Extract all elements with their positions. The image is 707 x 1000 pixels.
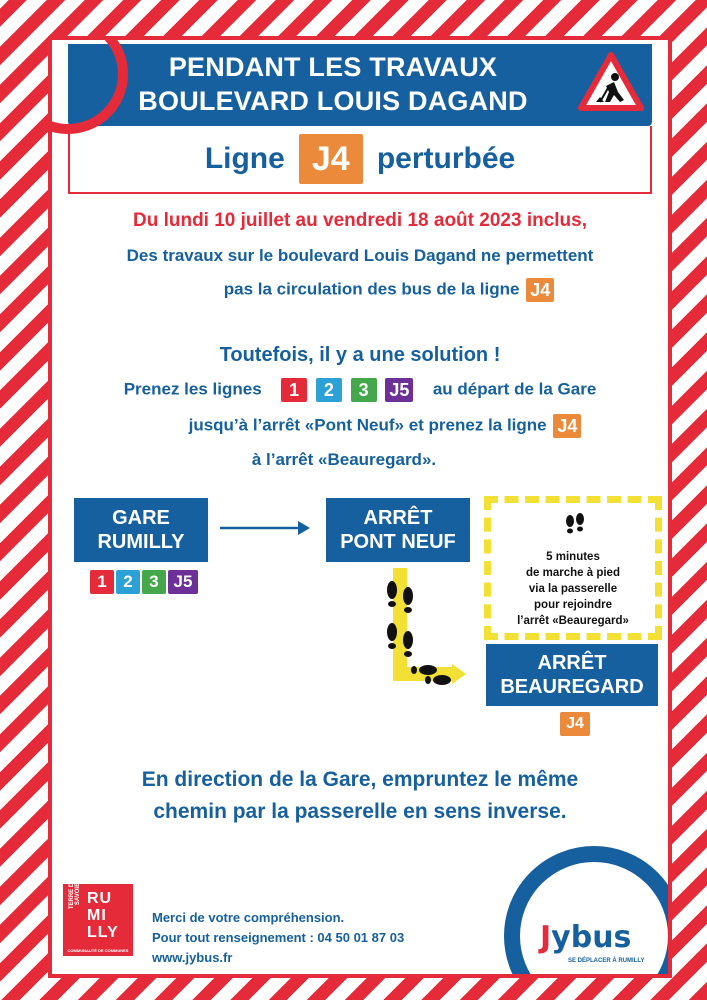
- line-badge-1: 1: [281, 378, 307, 402]
- stop-pont-neuf-label-2: PONT NEUF: [340, 531, 456, 553]
- solution-line-3: à l’arrêt «Beauregard».: [251, 450, 437, 469]
- title-line-1: PENDANT LES TRAVAUX: [168, 52, 498, 82]
- line-badge-3: 3: [142, 570, 166, 594]
- footer-phone[interactable]: 04 50 01 87 03: [317, 930, 405, 945]
- solution-line-2: [78, 414, 672, 438]
- stop-gare-label-2: RUMILLY: [97, 531, 185, 553]
- line-badge-j4: J4: [526, 278, 554, 302]
- poster: [48, 36, 672, 978]
- line-badge-j5: J5: [168, 570, 198, 594]
- footer-info-label: Pour tout renseignement :: [152, 930, 314, 945]
- line-badge-j4: J4: [299, 134, 363, 184]
- return-note-line-2: chemin par la passerelle en sens inverse.: [153, 800, 567, 823]
- rumilly-logo-sub: COMMUNAUTÉ DE COMMUNES: [67, 948, 129, 953]
- walking-info-box: [484, 496, 662, 640]
- walk-line-5: l’arrêt «Beauregard»: [517, 615, 629, 627]
- footer-contact: [152, 908, 404, 968]
- footer-thanks: Merci de votre compréhension.: [152, 910, 345, 925]
- stop-beauregard-label-2: BEAUREGARD: [500, 676, 644, 698]
- line-badge-1: 1: [90, 570, 114, 594]
- stop-pont-neuf-label-1: ARRÊT: [363, 507, 433, 529]
- stop-beauregard: [486, 644, 658, 706]
- walking-info-text: [491, 549, 655, 629]
- intro-line-2-text: pas la circulation des bus de la ligne: [223, 279, 520, 299]
- return-note-line-1: En direction de la Gare, empruntez le même: [141, 768, 579, 791]
- solution-take-prefix: Prenez les lignes: [123, 379, 262, 399]
- intro-line-2: [82, 278, 672, 302]
- jybus-tagline: SE DÉPLACER À RUMILLY: [568, 958, 645, 964]
- line-status-suffix: perturbée: [376, 142, 516, 175]
- title-band: [68, 44, 652, 126]
- jybus-logo-text: Jybus: [540, 920, 632, 955]
- walk-line-1: 5 minutes: [546, 551, 600, 563]
- footprints-icon: [563, 511, 587, 541]
- footer-website[interactable]: www.jybus.fr: [152, 950, 233, 965]
- arrow-right-icon: [218, 518, 312, 538]
- line-badge-j4: J4: [553, 414, 581, 438]
- solution-take-suffix: au départ de la Gare: [432, 379, 597, 399]
- rumilly-logo-text: RU MI LLY: [87, 890, 119, 941]
- solution-line-2-text: jusqu’à l’arrêt «Pont Neuf» et prenez la ligne: [188, 415, 547, 435]
- line-badge-2: 2: [116, 570, 140, 594]
- walk-line-3: via la passerelle: [528, 583, 618, 595]
- title-line-2: BOULEVARD LOUIS DAGAND: [138, 86, 528, 116]
- line-badge-2: 2: [316, 378, 342, 402]
- footpath-icon: [382, 566, 476, 690]
- solution-line-1: [52, 378, 668, 402]
- stop-gare-rumilly: [74, 498, 208, 562]
- stop-gare-label-1: GARE: [112, 507, 170, 529]
- stop-gare-lines: [90, 570, 200, 594]
- jybus-logo: [504, 846, 672, 978]
- walk-line-2: de marche à pied: [526, 567, 620, 579]
- page-title: [68, 50, 598, 118]
- roadwork-warning-icon: [578, 52, 644, 112]
- rumilly-logo: [63, 878, 133, 956]
- walk-line-4: pour rejoindre: [534, 599, 612, 611]
- dates-text: Du lundi 10 juillet au vendredi 18 août 2023 inclus,: [132, 210, 587, 231]
- line-status-box: [68, 126, 652, 194]
- stop-beauregard-label-1: ARRÊT: [537, 652, 607, 674]
- line-badge-j5: J5: [385, 378, 413, 402]
- rumilly-logo-side: TERRE DE SAVOIE: [69, 878, 81, 910]
- line-badge-j4: J4: [560, 712, 590, 736]
- solution-heading: Toutefois, il y a une solution !: [219, 344, 501, 366]
- line-badge-3: 3: [351, 378, 377, 402]
- line-status-prefix: Ligne: [204, 142, 285, 175]
- footer-info: [152, 928, 404, 948]
- stop-pont-neuf: [326, 498, 470, 562]
- intro-line-1: Des travaux sur le boulevard Louis Dagand ne permettent: [126, 246, 594, 265]
